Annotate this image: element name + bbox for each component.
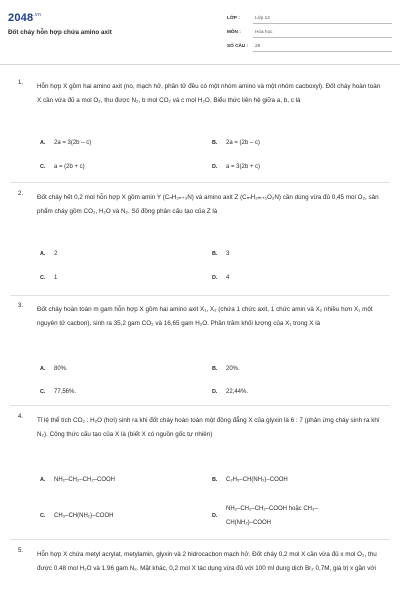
option-text: C₂H₅–CH(NH₂)–COOH: [226, 477, 288, 483]
question-number: 4.: [18, 414, 24, 420]
option-letter: A.: [40, 140, 46, 146]
meta-underline: [253, 51, 392, 52]
option-letter: A.: [40, 366, 46, 372]
option-text: 4: [226, 275, 230, 281]
meta-class-value: Lớp 12: [255, 15, 270, 20]
option-letter: A.: [40, 477, 46, 483]
brand-logo[interactable]: [8, 12, 41, 24]
option-letter: A.: [40, 251, 46, 257]
option-text-continuation: CH(NH₂)–COOH: [226, 520, 271, 526]
option-text: NH₂–CH₂–CH₂–COOH hoặc CH₃–: [226, 506, 318, 512]
question-stem: Hỗn hợp X chứa metyl acrylat, metylamin, glyxin và 2 hidrocacbon mạch hở. Đốt cháy 0,2 mol X cần vừa đủ x mol O₂, thu được 0.48 mol H₂O và 1.96 gam N₂. Mặt khác, 0,2 mol X tác dụng vừa đủ với 100 ml dung dịch Br₂ 0,7M, giá trị x gần với: [37, 551, 377, 572]
meta-class-key: LỚP :: [227, 15, 240, 20]
meta-count-value: 28: [255, 43, 261, 48]
meta-class-row: [227, 13, 392, 24]
option-letter: D.: [212, 164, 218, 170]
meta-underline: [253, 37, 392, 38]
option-letter: B.: [212, 140, 218, 146]
option-text: CH₃–CH(NH₂)–COOH: [54, 513, 114, 519]
worksheet-title: Đốt cháy hỗn hợp chứa amino axit: [8, 29, 112, 36]
option-text: 1: [54, 275, 58, 281]
option-text: 77,56%.: [54, 389, 77, 395]
worksheet-header: [0, 0, 400, 66]
header-divider: [0, 64, 400, 65]
meta-subject-row: [227, 27, 392, 38]
option-letter: C.: [40, 389, 46, 395]
option-letter: C.: [40, 164, 46, 170]
option-letter: C.: [40, 513, 46, 519]
option-letter: D.: [212, 275, 218, 281]
option-text: 3: [226, 251, 230, 257]
question-divider: [10, 295, 390, 296]
option-text: 80%.: [54, 366, 68, 372]
option-text: 20%.: [226, 366, 240, 372]
option-text: 2: [54, 251, 58, 257]
option-letter: B.: [212, 366, 218, 372]
question-stem: Đốt cháy hết 0,2 mol hỗn hợp X gồm amin Y (CₙH₂ₙ₊₃N) và amino axit Z (CₘH₂ₘ₊₁O₂N) cần dùng vừa đủ 0,45 mol O₂, sản phẩm cháy gồm CO₂, H₂O và N₂. Số đồng phân cấu tạo của Z là: [37, 194, 379, 215]
question-divider: [10, 182, 390, 183]
meta-underline: [253, 23, 392, 24]
option-text: a = (2b + c): [54, 164, 85, 170]
option-letter: C.: [40, 275, 46, 281]
option-letter: D.: [212, 389, 218, 395]
question-number: 1.: [18, 80, 24, 86]
option-text: a = 3(2b + c): [226, 164, 261, 170]
meta-count-row: [227, 41, 392, 52]
brand-suffix: .vn: [33, 12, 42, 18]
brand-name: 2048: [8, 12, 34, 24]
meta-subject-key: MÔN :: [227, 29, 241, 34]
option-letter: B.: [212, 251, 218, 257]
option-letter: B.: [212, 477, 218, 483]
option-text: 2a = (2b – c): [226, 140, 260, 146]
option-text: 2a = 3(2b – c): [54, 140, 92, 146]
question-stem: Tỉ lệ thể tích CO₂ : H₂O (hơi) sinh ra khi đốt cháy hoàn toàn một đồng đẳng X của glyxin là 6 : 7 (phản ứng cháy sinh ra khí N₂). Công thức cấu tạo của X là (biết X có nguồn gốc tự nhiên): [37, 417, 380, 438]
meta-subject-value: Hóa học: [255, 29, 273, 34]
option-text: 22,44%.: [226, 389, 249, 395]
question-stem: Hỗn hợp X gồm hai amino axit (no, mạch hở, phân tử đều có một nhóm amino và một nhóm cacboxyl). Đốt cháy hoàn toàn X cần vừa đủ a mol O₂, thu được N₂, b mol CO₂ và c mol H₂O. Biểu thức liên hệ giữa a, b, c là: [37, 83, 381, 104]
option-text: NH₂–CH₂–CH₂–COOH: [54, 477, 115, 483]
question-divider: [10, 405, 390, 406]
question-stem: Đốt cháy hoàn toàn m gam hỗn hợp X gồm hai amino axit X₁, X₂ (chứa 1 chức axit, 1 chức amin và X₂ nhiều hơn X₁ một nguyên tử cacbon), sinh ra 35,2 gam CO₂ và 16,65 gam H₂O. Phần trăm khối lượng của X₁ trong X là: [37, 306, 373, 327]
question-number: 2.: [18, 191, 24, 197]
question-divider: [10, 539, 390, 540]
meta-count-key: SỐ CÂU :: [227, 43, 249, 48]
question-number: 5.: [18, 548, 24, 554]
option-letter: D.: [212, 513, 218, 519]
question-number: 3.: [18, 303, 24, 309]
